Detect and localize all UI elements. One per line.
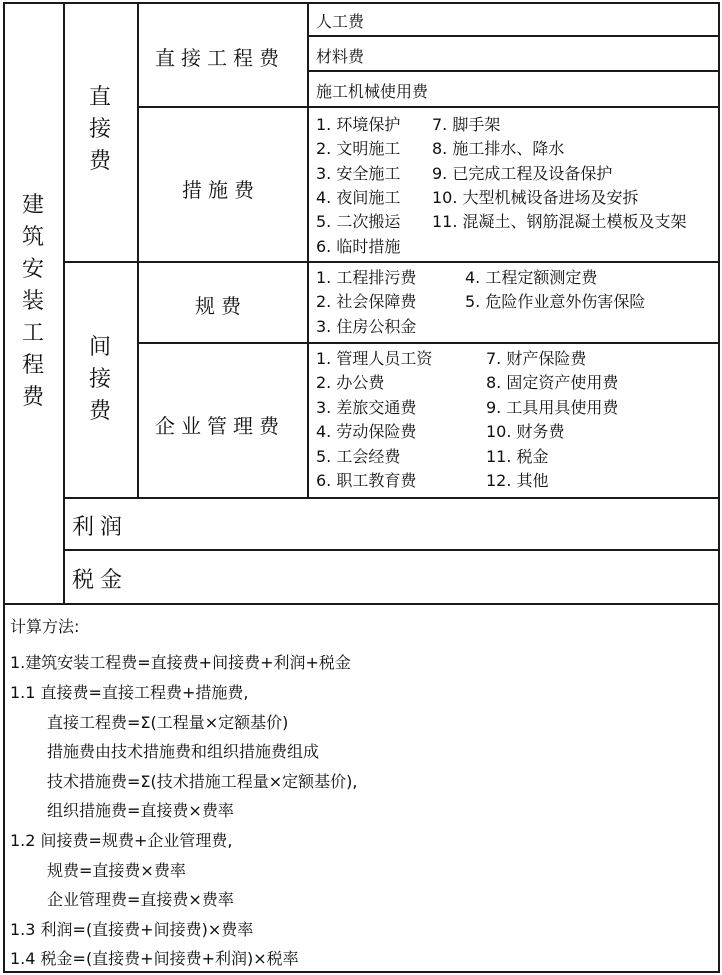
management-item: 9. 工具用具使用费 [486,398,619,417]
calc-line: 企业管理费=直接费×费率 [47,890,234,909]
fees-item: 1. 工程排污费 [316,268,417,287]
root-char: 建 [21,193,44,218]
root-char: 装 [21,289,44,314]
indirect-cost-label [85,332,115,428]
indirect-char: 接 [88,367,111,392]
calc-line: 1.3 利润=(直接费+间接费)×费率 [10,920,254,939]
divider-sub-col [307,2,309,499]
calc-line: 1.1 直接费=直接工程费+措施费, [10,683,249,702]
border-bottom [3,971,720,973]
direct-char: 接 [88,117,111,142]
management-item: 5. 工会经费 [316,447,401,466]
measures-item: 10. 大型机械设备进场及安拆 [432,188,639,207]
calc-line: 措施费由技术措施费和组织措施费组成 [47,742,320,761]
management-item: 12. 其他 [486,471,549,490]
management-item: 3. 差旅交通费 [316,398,417,417]
fees-item: 3. 住房公积金 [316,317,417,336]
root-char: 费 [21,385,44,410]
management-item: 2. 办公费 [316,373,385,392]
calc-title: 计算方法: [10,617,80,636]
fees-item: 4. 工程定额测定费 [465,268,598,287]
divider-root-col [63,2,65,605]
direct-char: 费 [88,149,111,174]
calc-line: 组织措施费=直接费×费率 [47,801,234,820]
root-char: 筑 [21,225,44,250]
management-item: 8. 固定资产使用费 [486,373,619,392]
calc-line: 1.建筑安装工程费=直接费+间接费+利润+税金 [10,653,351,672]
root-char: 工 [21,321,44,346]
divider-direct-eng-rows-2 [307,70,720,72]
direct-engineering-cost-label: 直接工程费 [155,46,285,70]
calc-line: 规费=直接费×费率 [47,861,186,880]
fees-item: 2. 社会保障费 [316,292,417,311]
measures-item: 4. 夜间施工 [316,188,401,207]
measures-item: 5. 二次搬运 [316,212,401,231]
management-item: 6. 职工教育费 [316,471,417,490]
measures-item: 9. 已完成工程及设备保护 [432,164,613,183]
divider-fees-management [137,342,720,344]
indirect-char: 间 [88,335,111,360]
measures-item: 2. 文明施工 [316,139,401,158]
measures-item: 3. 安全施工 [316,164,401,183]
measures-item: 6. 临时措施 [316,237,401,256]
border-right [718,2,720,973]
calc-line: 技术措施费=Σ(技术措施工程量×定额基价), [47,772,358,791]
calc-line: 直接工程费=Σ(工程量×定额基价) [47,713,289,732]
direct-char: 直 [88,85,111,110]
calc-line: 1.4 税金=(直接费+间接费+利润)×税率 [10,949,299,968]
divider-indirect-profit [63,497,720,499]
indirect-char: 费 [88,399,111,424]
eng-item-labor: 人工费 [316,12,365,31]
border-top [3,2,720,4]
calc-line: 1.2 间接费=规费+企业管理费, [10,831,233,850]
management-item: 10. 财务费 [486,422,565,441]
measures-cost-label: 措施费 [182,178,260,202]
divider-direct-eng-rows-1 [307,35,720,37]
management-fees-label: 企业管理费 [155,414,285,438]
divider-eng-measures [137,106,720,108]
border-left [3,2,5,973]
profit-label: 利润 [72,515,129,540]
root-char: 安 [21,257,44,282]
measures-item: 7. 脚手架 [432,115,501,134]
root-label-building-cost [18,190,48,414]
tax-label: 税金 [72,568,129,593]
divider-group-col [137,2,139,499]
eng-item-machinery: 施工机械使用费 [316,82,429,101]
management-item: 1. 管理人员工资 [316,349,433,368]
measures-item: 8. 施工排水、降水 [432,139,565,158]
fees-item: 5. 危险作业意外伤害保险 [465,292,646,311]
eng-item-materials: 材料费 [316,47,365,66]
divider-direct-indirect [63,261,720,263]
management-item: 11. 税金 [486,447,549,466]
measures-item: 11. 混凝土、钢筋混凝土模板及支架 [432,212,687,231]
divider-profit-tax [63,549,720,551]
divider-table-calc [3,603,720,605]
root-char: 程 [21,353,44,378]
management-item: 4. 劳动保险费 [316,422,417,441]
management-item: 7. 财产保险费 [486,349,587,368]
measures-item: 1. 环境保护 [316,115,401,134]
direct-cost-label [85,82,115,178]
statutory-fees-label: 规费 [195,294,247,318]
